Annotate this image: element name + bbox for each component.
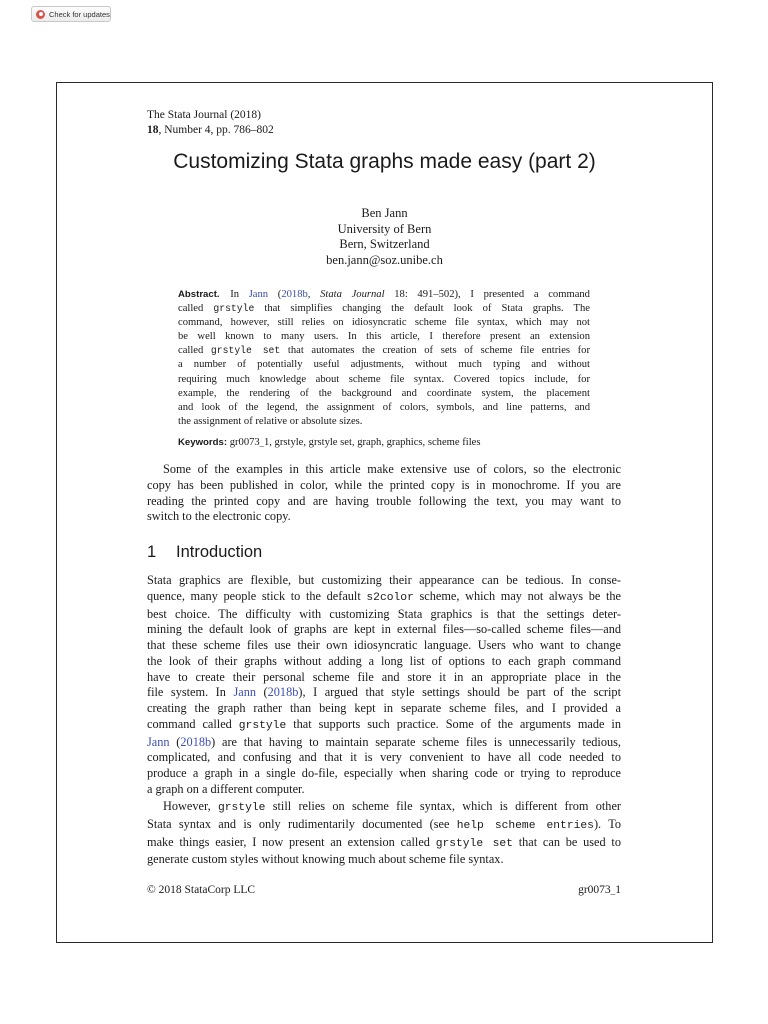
- author-affiliation: University of Bern: [337, 221, 432, 236]
- article-id: gr0073_1: [578, 884, 621, 896]
- author-name: Ben Jann: [361, 206, 408, 220]
- text-line: example, the rendering of the background and coordinate system, the placement: [178, 387, 590, 399]
- text-line: creating the graph rather than being kept in separate scheme files, and I provided a: [147, 701, 621, 715]
- check-for-updates-button[interactable]: [31, 6, 111, 22]
- section-title: Introduction: [176, 543, 263, 561]
- text-line: command called grstyle that supports such practice. Some of the arguments made in: [147, 716, 621, 732]
- text-line: However, grstyle still relies on scheme file syntax, which is different from other: [163, 799, 621, 814]
- author-block: [56, 206, 713, 268]
- keywords-label: Keywords:: [178, 437, 228, 449]
- text-line: that these scheme files use their own idiosyncratic language. Users who want to change: [147, 638, 621, 652]
- author-email[interactable]: ben.jann@soz.unibe.ch: [326, 252, 443, 267]
- text-line: quence, many people stick to the default s2color scheme, which may not always be the: [147, 588, 621, 604]
- section-number: 1: [147, 543, 157, 561]
- citation-link[interactable]: 2018b: [281, 289, 308, 300]
- copyright-notice: © 2018 StataCorp LLC: [147, 884, 256, 896]
- text-line: make things easier, I now present an extension called grstyle set that can be used to: [147, 834, 621, 850]
- text-line: a graph on a different computer.: [147, 781, 305, 796]
- citation-link[interactable]: 2018b: [180, 734, 212, 749]
- journal-name: The Stata Journal (2018): [147, 109, 262, 121]
- text-line: called grstyle set that automates the creation of sets of scheme file entries for: [178, 345, 590, 357]
- text-line: command, however, still relies on idiosyncratic scheme file syntax, which may not: [178, 317, 590, 329]
- intro-paragraph: [147, 462, 621, 525]
- crossmark-icon: [36, 10, 45, 19]
- citation-link[interactable]: Jann: [248, 289, 269, 300]
- code-text: grstyle: [217, 802, 266, 814]
- code-text: help scheme entries: [456, 819, 594, 832]
- text-line: Jann (2018b) are that having to maintain separate scheme files is unnecessarily tedious,: [147, 734, 621, 749]
- text-line: Stata graphics are flexible, but customizing their appearance can be tedious. In conse-: [147, 573, 621, 587]
- journal-citation: [147, 108, 274, 138]
- text-line: Some of the examples in this article make extensive use of colors, so the electronic: [163, 462, 621, 476]
- code-text: grstyle: [213, 303, 255, 315]
- text-line: called grstyle that simplifies changing the default look of Stata graphs. The: [178, 303, 590, 315]
- code-text: grstyle: [238, 719, 287, 732]
- section-heading: [147, 543, 262, 562]
- text-line: file system. In Jann (2018b), I argued that style settings should be part of the script: [147, 685, 621, 700]
- text-line: copy has been published in color, while the printed copy is in monochrome. If you are: [147, 477, 621, 492]
- text-line: a number of potentially useful adjustments, without much typing and without: [178, 359, 590, 371]
- text-line: the look of their graphs without adding a long list of options to each graph command: [147, 653, 621, 668]
- citation-link[interactable]: 2018b: [267, 685, 299, 700]
- code-text: s2color: [366, 591, 414, 604]
- abstract-label: Abstract.: [178, 289, 220, 300]
- text-line: produce a graph in a single do-file, especially when sharing code or trying to reproduce: [147, 766, 621, 780]
- text-line: and look of the legend, the assignment of colors, symbols, and line patterns, and: [178, 401, 590, 413]
- keywords-text: gr0073_1, grstyle, grstyle set, graph, graphics, scheme files: [229, 437, 481, 449]
- text-line: Stata syntax and is only rudimentarily documented (see help scheme entries). To: [147, 816, 621, 832]
- body-paragraph-1: [147, 573, 621, 798]
- italic-text: Stata Journal: [320, 289, 385, 300]
- code-text: grstyle set: [210, 345, 281, 357]
- author-location: Bern, Switzerland: [339, 237, 430, 251]
- text-line: generate custom styles without knowing much about scheme file syntax.: [147, 852, 504, 867]
- code-text: grstyle set: [435, 837, 513, 850]
- text-line: Abstract. In Jann (2018b, Stata Journal 18: 491–502), I presented a command: [178, 289, 590, 300]
- keywords: [178, 436, 480, 450]
- text-line: complicated, and confusing and that it is very convenient to have all code needed to: [147, 750, 621, 765]
- text-line: be well known to many users. In this article, I therefore present an extension: [178, 331, 590, 343]
- abstract: [178, 288, 590, 429]
- text-line: best choice. The difficulty with customizing Stata graphics is that the settings deter-: [147, 606, 621, 621]
- check-for-updates-label: Check for updates: [49, 9, 110, 19]
- text-line: requiring much knowledge about scheme file syntax. Covered topics include, for: [178, 373, 590, 385]
- text-line: mining the default look of graphs are kept in external files—so-called scheme files—and: [147, 622, 621, 637]
- paper-title: Customizing Stata graphs made easy (part 2): [173, 150, 596, 173]
- body-paragraph-2: [147, 799, 621, 868]
- text-line: the assignment of relative or absolute sizes.: [178, 415, 363, 427]
- text-line: have to create their personal scheme file and store it in an appropriate place in the: [147, 669, 621, 684]
- journal-volume-issue: 18, Number 4, pp. 786–802: [147, 124, 274, 136]
- text-line: reading the printed copy and are having trouble following the text, you may want to: [147, 493, 621, 508]
- citation-link[interactable]: Jann: [147, 734, 170, 749]
- text-line: switch to the electronic copy.: [147, 509, 291, 524]
- citation-link[interactable]: Jann: [233, 685, 256, 700]
